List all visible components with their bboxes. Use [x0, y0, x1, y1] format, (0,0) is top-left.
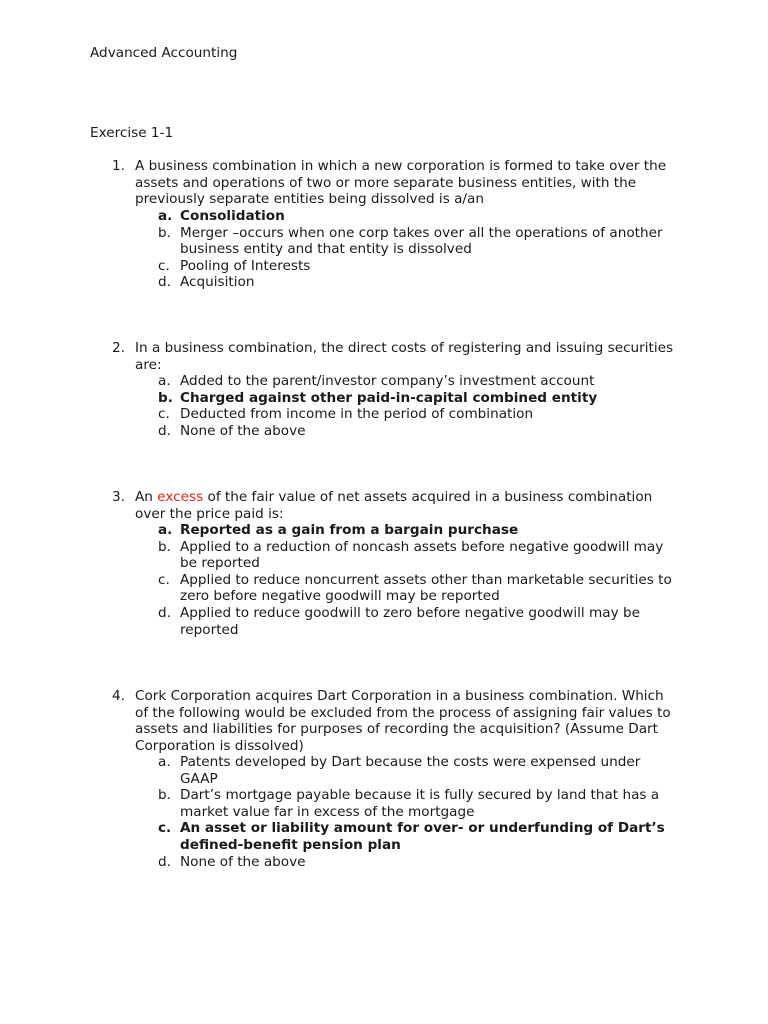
- option-b: [0, 539, 768, 572]
- answer-options: [0, 373, 768, 439]
- option-letter: d.: [158, 853, 171, 870]
- option-c: [0, 406, 768, 423]
- option-text: Charged against other paid-in-capital combined entity: [180, 389, 598, 406]
- option-d: [0, 605, 768, 638]
- question-text-end: of the fair value of net assets acquired in a business combination over the price paid is:: [135, 489, 653, 522]
- question-number: 4.: [112, 688, 125, 704]
- option-b: [0, 390, 768, 407]
- option-a: [0, 754, 768, 787]
- option-d: [0, 423, 768, 440]
- option-letter: b.: [158, 787, 171, 804]
- option-letter: b.: [158, 224, 171, 241]
- option-letter: a.: [158, 754, 171, 770]
- option-text: Applied to reduce goodwill to zero before negative goodwill may be reported: [180, 604, 640, 638]
- question-number: 3.: [112, 489, 125, 505]
- question-text: [135, 489, 680, 522]
- highlighted-word: excess: [157, 489, 204, 505]
- question-text-start: An: [135, 489, 158, 505]
- question-number: 2.: [112, 340, 125, 356]
- option-text: Dart’s mortgage payable because it is fully secured by land that has a market value far in excess of the mortgage: [180, 787, 660, 820]
- option-letter: c.: [158, 820, 172, 837]
- option-text: Applied to a reduction of noncash assets before negative goodwill may be reported: [180, 538, 664, 572]
- option-text: Deducted from income in the period of combination: [180, 406, 534, 423]
- option-letter: a.: [158, 208, 173, 224]
- option-a: [0, 208, 768, 225]
- option-letter: b.: [158, 389, 173, 406]
- option-c: [0, 820, 768, 853]
- option-a: [0, 522, 768, 539]
- option-text: Reported as a gain from a bargain purchase: [180, 522, 519, 538]
- option-d: [0, 854, 768, 871]
- option-letter: a.: [158, 522, 173, 538]
- question-number: 1.: [112, 158, 125, 174]
- option-letter: c.: [158, 257, 170, 274]
- option-letter: d.: [158, 422, 171, 439]
- option-text: Applied to reduce noncurrent assets other than marketable securities to zero before negative goodwill may be reported: [180, 571, 672, 605]
- option-letter: d.: [158, 274, 171, 291]
- option-text: Merger –occurs when one corp takes over all the operations of another business entity and that entity is dissolved: [180, 224, 663, 258]
- option-text: Pooling of Interests: [180, 257, 311, 274]
- option-c: [0, 258, 768, 275]
- option-text: Consolidation: [180, 208, 285, 224]
- answer-options: [0, 522, 768, 638]
- exercise-title: Exercise 1-1: [90, 125, 174, 141]
- option-text: None of the above: [180, 853, 306, 870]
- option-text: None of the above: [180, 422, 306, 439]
- option-text: Patents developed by Dart because the costs were expensed under GAAP: [180, 754, 641, 787]
- option-text: An asset or liability amount for over- or underfunding of Dart’s defined-benefit pension plan: [180, 820, 665, 853]
- option-c: [0, 572, 768, 605]
- answer-options: [0, 208, 768, 291]
- option-d: [0, 274, 768, 291]
- option-a: [0, 373, 768, 390]
- question-text: A business combination in which a new corporation is formed to take over the assets and operations of two or more separate business entities, with the previously separate entities being dissolved is a/an: [135, 158, 667, 208]
- option-text: Added to the parent/investor company’s investment account: [180, 373, 595, 389]
- question-text: Cork Corporation acquires Dart Corporation in a business combination. Which of the following would be excluded from the process of assigning fair values to assets and liabilities for purposes of recording the acquisition? (Assume Dart Corporation is dissolved): [135, 688, 671, 754]
- option-letter: c.: [158, 571, 170, 588]
- option-b: [0, 225, 768, 258]
- option-text: Acquisition: [180, 274, 255, 291]
- option-letter: a.: [158, 373, 171, 389]
- answer-options: [0, 754, 768, 870]
- option-letter: d.: [158, 604, 171, 621]
- question-text: In a business combination, the direct costs of registering and issuing securities are:: [135, 340, 674, 373]
- option-b: [0, 787, 768, 820]
- document-title: Advanced Accounting: [90, 45, 238, 61]
- option-letter: b.: [158, 538, 171, 555]
- option-letter: c.: [158, 406, 170, 423]
